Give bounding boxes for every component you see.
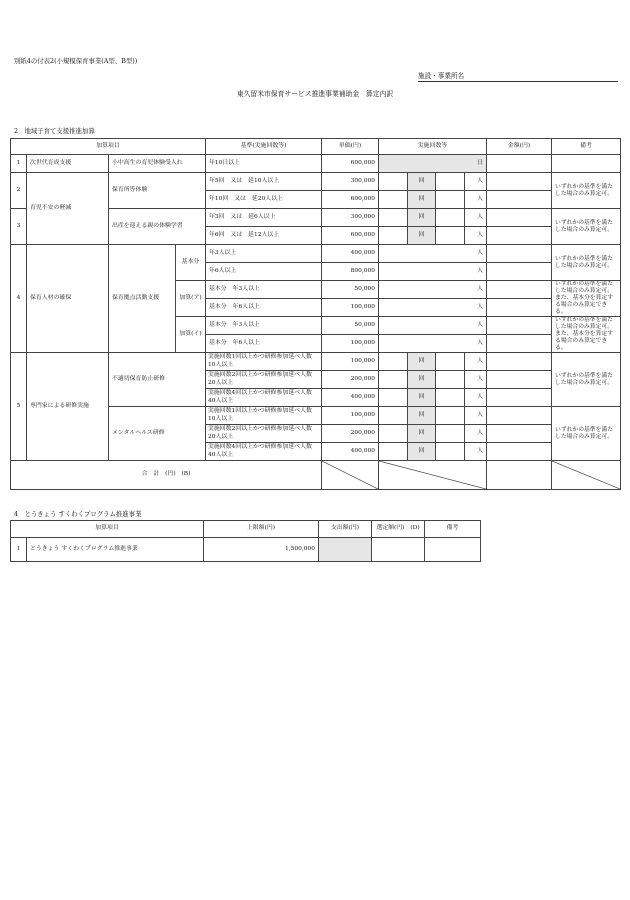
criteria-text: 年5回 又は 延10人以上: [206, 173, 322, 191]
remarks-text: いずれかの基準を満たした場合のみ算定可。また、基本分を算定する場合のみ算定できる。: [552, 281, 621, 317]
criteria-text: 年10回 又は 延20人以上: [206, 191, 322, 209]
item-label: 出産を迎える親の体験学習: [109, 209, 206, 245]
unit-label: 回: [408, 425, 436, 443]
people-input[interactable]: [436, 389, 465, 407]
people-input[interactable]: [379, 281, 487, 299]
amount-input[interactable]: [487, 281, 552, 299]
people-input[interactable]: [379, 263, 487, 281]
unit-price: 100,000: [322, 335, 379, 353]
criteria-text: 年6人以上: [206, 263, 322, 281]
times-input[interactable]: [379, 209, 408, 227]
criteria-text: 年10日以上: [206, 155, 322, 173]
unit-price: 300,000: [322, 173, 379, 191]
diagonal-line: [322, 461, 378, 489]
people-input[interactable]: [436, 425, 465, 443]
times-input[interactable]: [379, 389, 408, 407]
unit-price: 100,000: [322, 353, 379, 371]
remarks-text: いずれかの基準を満たした場合のみ算定可。: [552, 209, 621, 245]
unit-label: 人: [477, 303, 484, 310]
unit-label: 回: [408, 389, 436, 407]
amount-input[interactable]: [487, 317, 552, 335]
remarks-text: いずれかの基準を満たした場合のみ算定可。また、基本分を算定する場合のみ算定できる。: [552, 317, 621, 353]
item-label: とうきょう すくわくプログラム推進事業: [27, 538, 204, 562]
criteria-text: 基本分 年3人以上: [206, 317, 322, 335]
people-input[interactable]: [436, 209, 465, 227]
row-number: 5: [11, 353, 27, 461]
unit-price: 200,000: [322, 371, 379, 389]
header-remarks: 備考: [552, 139, 621, 155]
section2-title: 2 地域子育て支援推進加算: [14, 127, 95, 135]
unit-label: 人: [465, 227, 487, 245]
times-input[interactable]: [379, 173, 408, 191]
category-label: 育児不安の軽減: [27, 173, 109, 245]
unit-price: 100,000: [322, 407, 379, 425]
people-input[interactable]: [436, 407, 465, 425]
criteria-text: 基本分 年3人以上: [206, 281, 322, 299]
remarks-text: いずれかの基準を満たした場合のみ算定可。: [552, 353, 621, 407]
unit-label: 人: [477, 339, 484, 346]
times-input[interactable]: [379, 443, 408, 461]
row-number: 2: [11, 173, 27, 209]
people-input[interactable]: [436, 353, 465, 371]
section2-table: [10, 138, 621, 490]
criteria-text: 年3回 又は 延6人以上: [206, 209, 322, 227]
total-count-blank: [379, 461, 487, 490]
header-remarks: 備考: [425, 521, 481, 538]
subitem-label: 加算(イ): [176, 317, 206, 353]
category-label: 専門家による研修実施: [27, 353, 109, 461]
times-input[interactable]: [379, 353, 408, 371]
unit-price: 600,000: [322, 155, 379, 173]
section4-table: [10, 520, 481, 562]
total-price-blank: [322, 461, 379, 490]
amount-input[interactable]: [487, 299, 552, 317]
remarks-text: いずれかの基準を満たした場合のみ算定可。: [552, 245, 621, 281]
criteria-text: 年3人以上: [206, 245, 322, 263]
criteria-text: 実施回数2回以上かつ研修参加延べ人数20人以上: [206, 425, 322, 443]
criteria-text: 実施回数1回以上かつ研修参加延べ人数10人以上: [206, 407, 322, 425]
criteria-text: 実施回数4回以上かつ研修参加延べ人数40人以上: [206, 443, 322, 461]
header-item: 加算項目: [11, 521, 204, 538]
subitem-label: 基本分: [176, 245, 206, 281]
criteria-text: 基本分 年6人以上: [206, 299, 322, 317]
criteria-text: 年6回 又は 延12人以上: [206, 227, 322, 245]
people-input[interactable]: [436, 173, 465, 191]
unit-label: 回: [408, 371, 436, 389]
category-label: 次世代育成支援: [27, 155, 109, 173]
unit-label: 回: [408, 191, 436, 209]
amount-input[interactable]: [487, 425, 552, 443]
limit-amount: 1,500,000: [204, 538, 319, 562]
unit-price: 400,000: [322, 245, 379, 263]
unit-price: 200,000: [322, 425, 379, 443]
item-label: 小中高生の育児体験受入れ: [109, 155, 206, 173]
days-input[interactable]: [379, 155, 487, 173]
unit-label: 人: [477, 285, 484, 292]
people-input[interactable]: [379, 335, 487, 353]
total-label-text: 合 計 (円) (B): [141, 471, 191, 478]
row-number: 1: [11, 155, 27, 173]
unit-label: 人: [477, 321, 484, 328]
table-row: [11, 173, 621, 191]
unit-price: 100,000: [322, 299, 379, 317]
times-input[interactable]: [379, 191, 408, 209]
unit-label: 人: [465, 425, 487, 443]
amount-input[interactable]: [487, 227, 552, 245]
row-number: 4: [11, 245, 27, 353]
spent-input[interactable]: [319, 538, 372, 562]
amount-input[interactable]: [487, 407, 552, 425]
unit-label: 回: [408, 443, 436, 461]
calc-input[interactable]: [372, 538, 425, 562]
times-input[interactable]: [379, 425, 408, 443]
table-row: [11, 245, 621, 263]
unit-label: 回: [408, 173, 436, 191]
header-unit-price: 単価(円): [322, 139, 379, 155]
criteria-text: 実施回数2回以上かつ研修参加延べ人数20人以上: [206, 371, 322, 389]
unit-label: 日: [477, 159, 484, 166]
amount-input[interactable]: [487, 353, 552, 371]
total-amount-input[interactable]: [487, 461, 552, 490]
unit-label: 人: [465, 209, 487, 227]
subitem-label: 加算(ア): [176, 281, 206, 317]
people-input[interactable]: [436, 443, 465, 461]
unit-price: 400,000: [322, 443, 379, 461]
amount-input[interactable]: [487, 155, 552, 173]
diagonal-line: [552, 461, 620, 489]
unit-label: 人: [465, 407, 487, 425]
unit-label: 回: [408, 227, 436, 245]
unit-price: 50,000: [322, 317, 379, 335]
remarks-text: いずれかの基準を満たした場合のみ算定可。: [552, 173, 621, 209]
document-label: 別紙4の付表2(小規模保育事業(A型、B型)): [14, 57, 138, 65]
header-criteria: 基準(実施回数等): [206, 139, 322, 155]
criteria-text: 実施回数1回以上かつ研修参加延べ人数10人以上: [206, 353, 322, 371]
unit-price: 800,000: [322, 263, 379, 281]
unit-label: 回: [408, 407, 436, 425]
amount-input[interactable]: [487, 209, 552, 227]
header-spent: 支出額(円): [319, 521, 372, 538]
people-input[interactable]: [379, 317, 487, 335]
unit-price: 600,000: [322, 191, 379, 209]
item-label: メンタルヘルス研修: [109, 407, 206, 461]
criteria-text: 基本分 年6人以上: [206, 335, 322, 353]
times-input[interactable]: [379, 227, 408, 245]
total-remarks-blank: [552, 461, 621, 490]
unit-price: 300,000: [322, 209, 379, 227]
diagonal-line: [379, 461, 486, 489]
unit-price: 600,000: [322, 227, 379, 245]
amount-input[interactable]: [487, 389, 552, 407]
section4-title: 4 とうきょう すくわくプログラム推進事業: [14, 510, 142, 518]
remarks-text: いずれかの基準を満たした場合のみ算定可。: [552, 407, 621, 461]
people-input[interactable]: [436, 371, 465, 389]
amount-input[interactable]: [487, 371, 552, 389]
page-title: 東久留米市保育サービス推進事業補助金 算定内訳: [236, 90, 394, 98]
amount-input[interactable]: [487, 191, 552, 209]
unit-price: 400,000: [322, 389, 379, 407]
category-label: 保育人材の確保: [27, 245, 109, 353]
table-row: [11, 538, 481, 562]
amount-input[interactable]: [487, 263, 552, 281]
remarks-cell: [552, 155, 621, 173]
facility-name-field[interactable]: 施設・事業所名: [418, 70, 618, 82]
unit-label: 人: [477, 249, 484, 256]
table-row: [11, 353, 621, 371]
unit-label: 人: [465, 173, 487, 191]
unit-label: 人: [465, 353, 487, 371]
times-input[interactable]: [379, 407, 408, 425]
amount-input[interactable]: [487, 335, 552, 353]
row-number: 1: [11, 538, 27, 562]
item-label: 保育所等体験: [109, 173, 206, 209]
item-label: 不適切保育防止研修: [109, 353, 206, 407]
header-item: 加算項目: [11, 139, 206, 155]
unit-label: 人: [465, 443, 487, 461]
total-label: [11, 461, 322, 490]
unit-label: 回: [408, 209, 436, 227]
unit-label: 人: [477, 267, 484, 274]
unit-label: 人: [465, 389, 487, 407]
unit-label: 回: [408, 353, 436, 371]
people-input[interactable]: [379, 245, 487, 263]
amount-input[interactable]: [487, 245, 552, 263]
table-row: [11, 155, 621, 173]
people-input[interactable]: [379, 299, 487, 317]
header-amount: 金額(円): [487, 139, 552, 155]
unit-price: 50,000: [322, 281, 379, 299]
amount-input[interactable]: [487, 443, 552, 461]
criteria-text: 実施回数4回以上かつ研修参加延べ人数40人以上: [206, 389, 322, 407]
row-number: 3: [11, 209, 27, 245]
item-label: 保育拠点活動支援: [109, 245, 176, 353]
total-row: [11, 461, 621, 490]
people-input[interactable]: [436, 191, 465, 209]
header-calc: 選定額(円) (D): [372, 521, 425, 538]
unit-label: 人: [465, 191, 487, 209]
header-limit: 上限額(円): [204, 521, 319, 538]
times-input[interactable]: [379, 371, 408, 389]
unit-label: 人: [465, 371, 487, 389]
remarks-cell: [425, 538, 481, 562]
amount-input[interactable]: [487, 173, 552, 191]
people-input[interactable]: [436, 227, 465, 245]
header-count: 実施回数等: [379, 139, 487, 155]
